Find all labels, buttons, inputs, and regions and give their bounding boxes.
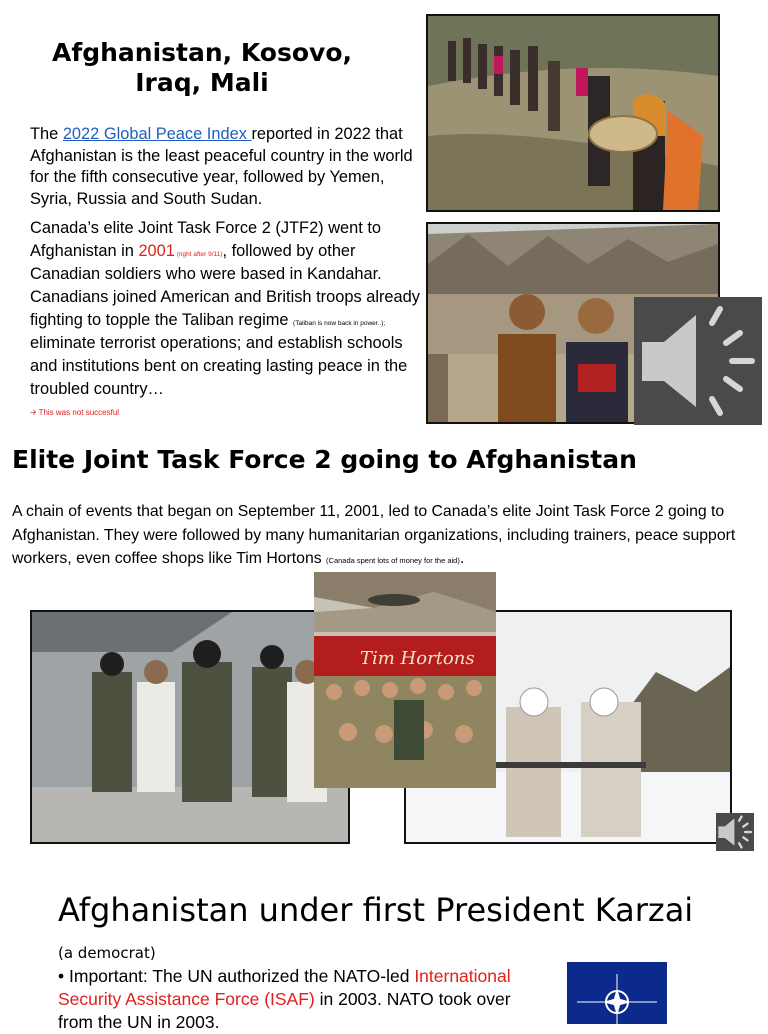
slide2-end: . — [459, 550, 465, 567]
global-peace-index-link[interactable]: 2022 Global Peace Index — [62, 125, 252, 143]
audio-speaker-small-button[interactable] — [716, 813, 754, 851]
speaker-icon — [634, 297, 762, 425]
para1-suffix: reported in 2022 that Afghanistan is the least peaceful country in the world for the fifth consecutive year, followed by Yemen, Syria, Russia and South Sudan. — [30, 125, 413, 208]
year-note: (right after 9/11) — [174, 251, 223, 258]
tim-hortons-photo — [314, 572, 496, 788]
refugees-photo — [426, 14, 720, 212]
peace-index-paragraph — [30, 124, 420, 210]
para2-part1: Canada’s elite Joint Task Force 2 (JTF2) went to Afghanistan in — [30, 219, 382, 260]
para2-part3: eliminate terrorist operations; and establish schools and institutions bent on creating lasting peace in the troubled country… — [30, 334, 408, 398]
isaf-highlight: International Security Assistance Force (ISAF) — [58, 966, 511, 1009]
nato-compass-icon — [567, 962, 667, 1024]
taliban-note: (Taliban is now back in power..); — [293, 320, 386, 327]
slide3-title-text: Afghanistan under first President Karzai — [58, 891, 694, 929]
para2-part2: , followed by other Canadian soldiers who were based in Kandahar. Canadians joined American and British troops already fighting to topple the Taliban regime — [30, 242, 420, 329]
bullet-dot: • — [58, 966, 69, 986]
aid-note: (Canada spent lots of money for the aid) — [326, 556, 460, 565]
slide2-title: Elite Joint Task Force 2 going to Afghanistan — [12, 445, 637, 474]
slide2-body — [12, 500, 752, 573]
jtf2-paragraph — [30, 217, 420, 424]
slide2-body-text: A chain of events that began on September 11, 2001, led to Canada’s elite Joint Task Force 2 going to Afghanistan. They were followed by many humanitarian organizations, including trainers, peace support workers, even coffee shops like Tim Hortons — [12, 503, 736, 567]
speaker-small-icon — [716, 813, 754, 851]
year-2001: 2001 — [138, 242, 175, 260]
bullet-prefix: Important: The UN authorized the NATO-led — [69, 966, 415, 986]
democrat-note: (a democrat) — [58, 944, 156, 962]
slide3-title — [58, 892, 698, 972]
para1-prefix: The — [30, 125, 63, 143]
tim-hortons-sign: Tim Hortons — [360, 648, 475, 669]
slide1-title: Afghanistan, Kosovo, Iraq, Mali — [52, 38, 352, 97]
audio-speaker-button[interactable] — [634, 297, 762, 425]
detainees-photo — [30, 610, 350, 844]
not-successful-footnote: 🡪 This was not succesful — [30, 408, 120, 417]
nato-flag — [567, 962, 667, 1024]
bullet-suffix: in 2003. NATO took over from the UN in 2003. — [58, 989, 511, 1032]
